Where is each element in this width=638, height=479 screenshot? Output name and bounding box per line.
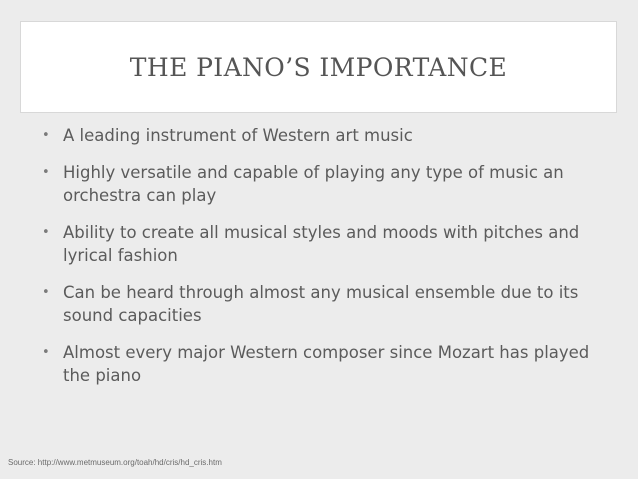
bullet-item (42, 124, 612, 147)
source-citation: Source: http://www.metmuseum.org/toah/hd/cris/hd_cris.htm (8, 458, 222, 467)
bullet-text: A leading instrument of Western art music (63, 126, 413, 145)
bullet-text: Highly versatile and capable of playing any type of music an orchestra can play (63, 163, 564, 205)
bullet-marker: • (42, 225, 50, 240)
bullet-item (42, 341, 612, 387)
bullet-marker: • (42, 285, 50, 300)
bullet-text: Ability to create all musical styles and moods with pitches and lyrical fashion (63, 223, 580, 265)
bullet-text: Can be heard through almost any musical ensemble due to its sound capacities (63, 283, 579, 325)
slide-title: THE PIANO’S IMPORTANCE (129, 53, 508, 82)
bullet-list (42, 124, 612, 401)
bullet-marker: • (42, 345, 50, 360)
bullet-item (42, 161, 612, 207)
bullet-text: Almost every major Western composer since Mozart has played the piano (63, 343, 590, 385)
bullet-marker: • (42, 128, 50, 143)
bullet-item (42, 281, 612, 327)
bullet-marker: • (42, 165, 50, 180)
title-box (20, 21, 617, 113)
bullet-item (42, 221, 612, 267)
